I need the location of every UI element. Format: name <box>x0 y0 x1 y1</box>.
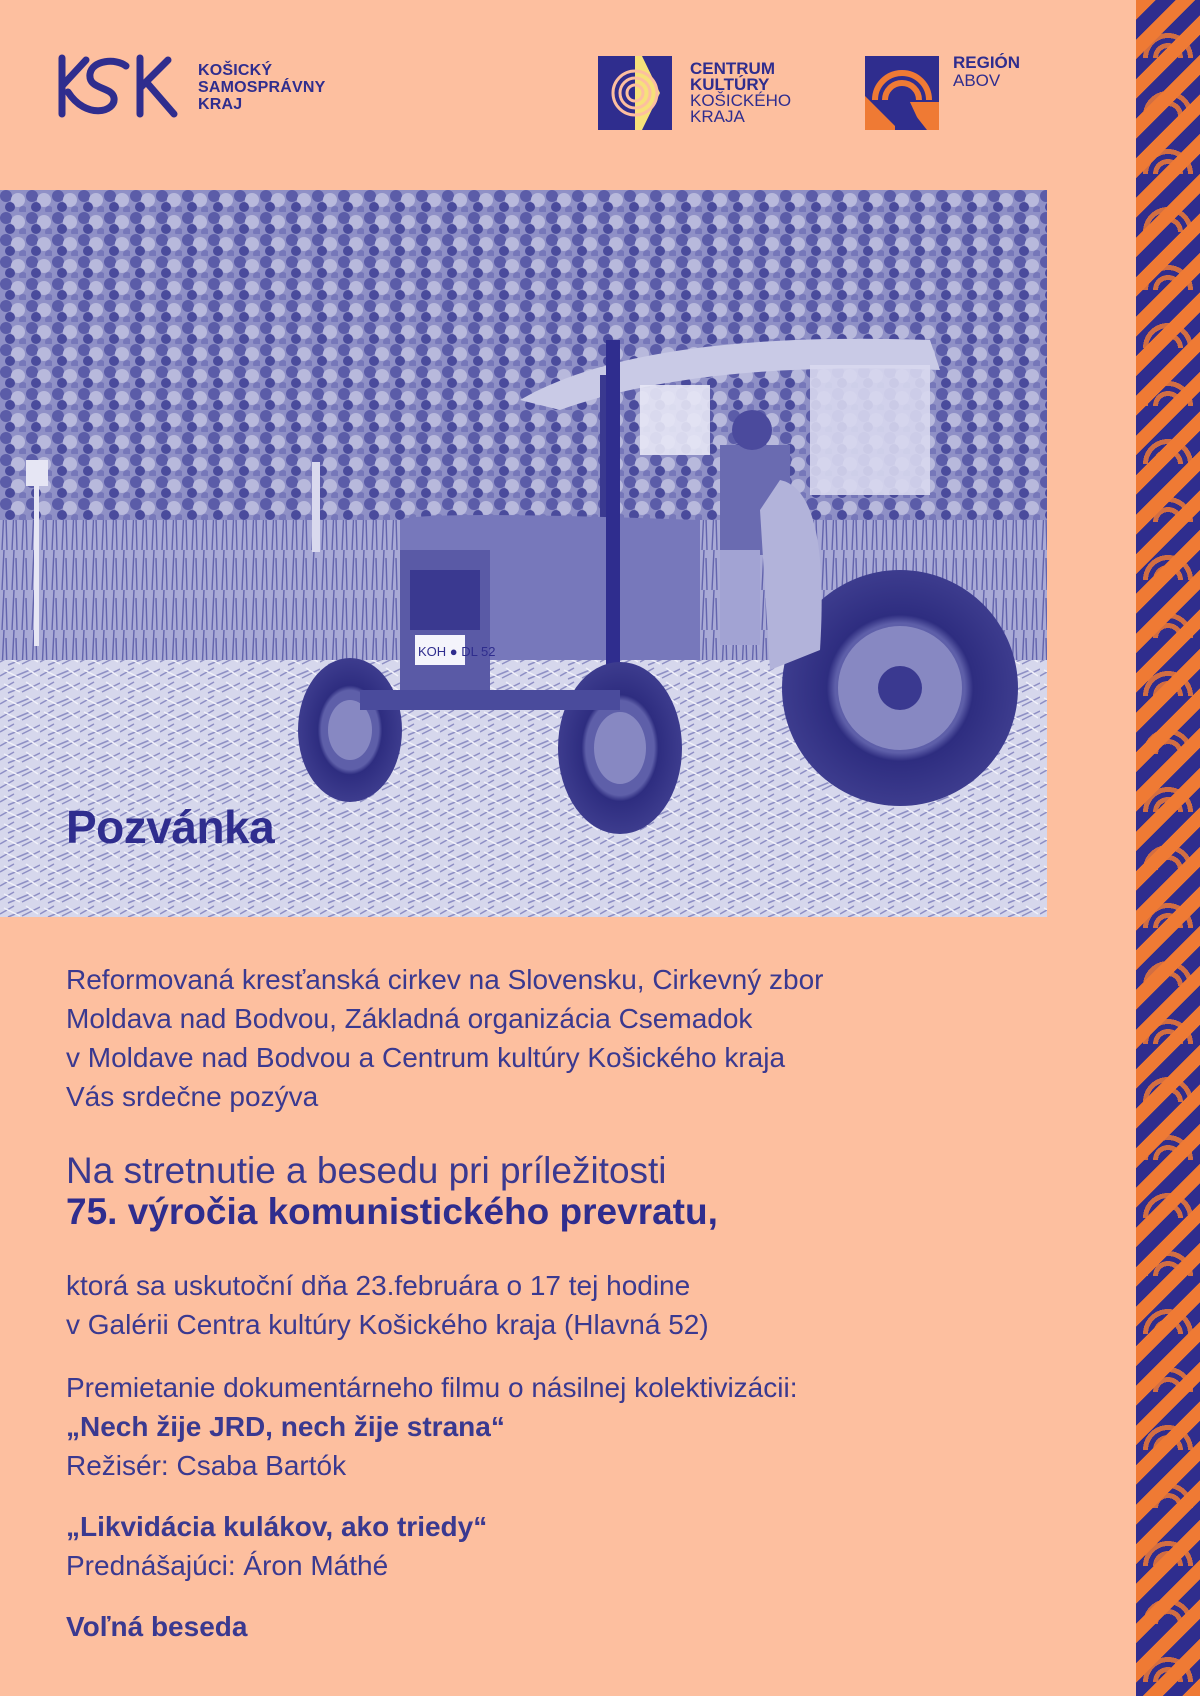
ckk-line-1: CENTRUM <box>690 59 775 78</box>
ckk-logo-text <box>690 61 791 125</box>
ckk-line-2: KULTÚRY <box>690 75 770 94</box>
ckk-logo <box>598 56 791 130</box>
ksk-line-2: SAMOSPRÁVNY <box>198 78 326 96</box>
intro-line-2: Moldava nad Bodvou, Základná organizácia Csemadok <box>66 1003 753 1034</box>
ksk-logo-text <box>198 62 326 113</box>
intro-paragraph <box>66 960 1066 1116</box>
ckk-line-4: KRAJA <box>690 107 745 126</box>
ksk-logo <box>56 52 326 122</box>
closing-discussion: Voľná beseda <box>66 1611 248 1642</box>
film-director: Režisér: Csaba Bartók <box>66 1450 347 1481</box>
abov-line-1: REGIÓN <box>953 53 1021 72</box>
ksk-line-3: KRAJ <box>198 95 243 113</box>
region-abov-logo <box>865 53 1021 130</box>
stripe-arc-pattern <box>1136 0 1200 1696</box>
anniversary-heading: 75. výročia komunistického prevratu, <box>66 1191 718 1232</box>
abov-logo-text <box>953 54 1020 90</box>
intro-line-1: Reformovaná kresťanská cirkev na Slovensku, Cirkevný zbor <box>66 964 824 995</box>
decorative-side-stripe <box>1136 0 1200 1696</box>
ksk-line-1: KOŠICKÝ <box>198 61 273 79</box>
intro-line-3: v Moldave nad Bodvou a Centrum kultúry Košického kraja <box>66 1042 786 1073</box>
ckk-mark-svg <box>598 56 672 130</box>
invitation-body <box>66 960 1066 1646</box>
lecture-speaker: Prednášajúci: Áron Máthé <box>66 1550 389 1581</box>
ckk-line-3: KOŠICKÉHO <box>690 91 792 110</box>
event-date-line: ktorá sa uskutoční dňa 23.februára o 17 tej hodine <box>66 1270 691 1301</box>
event-venue-line: v Galérii Centra kultúry Košického kraja (Hlavná 52) <box>66 1309 709 1340</box>
film-title: „Nech žije JRD, nech žije strana“ <box>66 1411 505 1442</box>
film-intro: Premietanie dokumentárneho filmu o násilnej kolektivizácii: <box>66 1372 798 1403</box>
lecture-title: „Likvidácia kulákov, ako triedy“ <box>66 1511 488 1542</box>
abov-line-2: ABOV <box>953 71 1001 90</box>
abov-logo-mark <box>865 56 939 130</box>
lead-line: Na stretnutie a besedu pri príležitosti <box>66 1150 667 1191</box>
abov-mark-svg <box>865 56 939 130</box>
intro-line-4: Vás srdečne pozýva <box>66 1081 319 1112</box>
ckk-logo-mark <box>598 56 672 130</box>
invitation-title: Pozvánka <box>66 801 275 853</box>
ksk-logo-mark <box>56 52 184 122</box>
license-plate-text: KOH ● DL 52 <box>418 644 496 659</box>
